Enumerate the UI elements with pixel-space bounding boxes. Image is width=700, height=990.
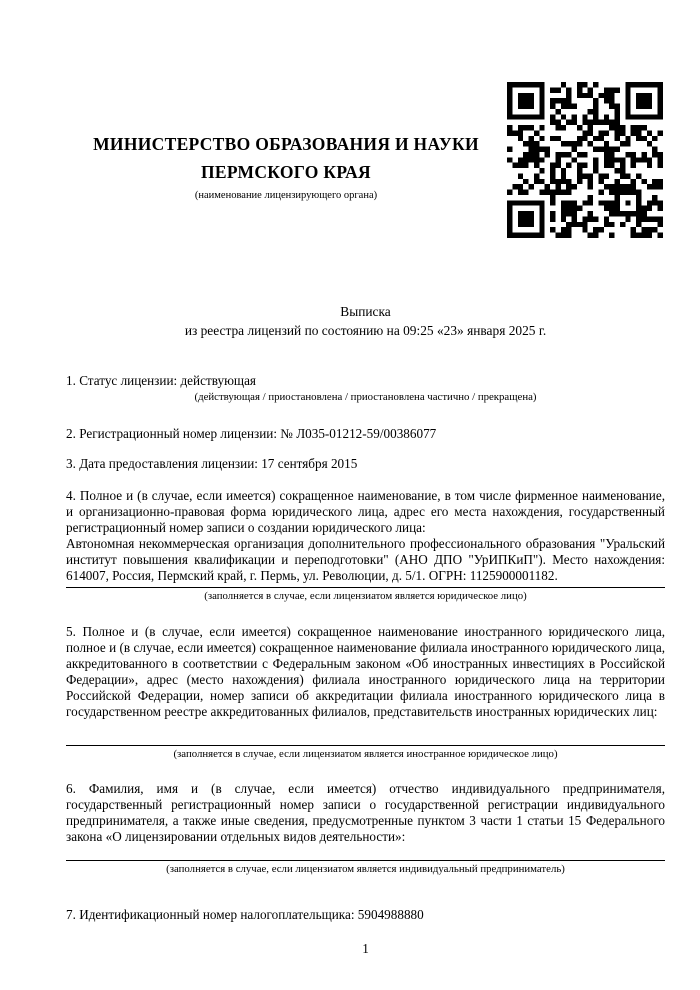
item-5-question: 5. Полное и (в случае, если имеется) сокращенное наименование иностранного юридического лица, полное и (в случае, если имеется) сокращенное наименование филиала иностранного юридического лица, аккредитованного в соответствии с Федеральным законом «Об иностранных инвестициях в Российской Федерации», адрес (место нахождения) филиала иностранного юридического лица на территории Российской Федерации, номер записи об аккредитации филиала иностранного юридического лица в государственном реестре аккредитованных филиалов, представительств иностранных юридических лиц:	[66, 624, 665, 719]
page-number: 1	[362, 941, 369, 956]
item-4-question: 4. Полное и (в случае, если имеется) сокращенное наименование, в том числе фирменное наименование, и организационно-правовая форма юридического лица, адрес его места нахождения, государственный регистрационный номер записи о создании юридического лица:	[66, 488, 665, 535]
answer-underline	[66, 860, 665, 861]
item-7-text: 7. Идентификационный номер налогоплательщика: 5904988880	[66, 907, 424, 922]
item-4-caption: (заполняется в случае, если лицензиатом является юридическое лицо)	[204, 590, 527, 602]
document-title-line1: Выписка	[340, 304, 391, 319]
org-name-caption: (наименование лицензирующего органа)	[194, 190, 378, 201]
org-name-line1: МИНИСТЕРСТВО ОБРАЗОВАНИЯ И НАУКИ	[93, 134, 479, 154]
item-6-caption: (заполняется в случае, если лицензиатом является индивидуальный предприниматель)	[166, 863, 565, 875]
qr-code	[507, 82, 663, 238]
document-title-line2: из реестра лицензий по состоянию на 09:25 «23» января 2025 г.	[184, 323, 547, 338]
item-6-individual-entrepreneur	[66, 781, 665, 876]
item-1-text: 1. Статус лицензии: действующая	[66, 373, 257, 388]
item-1-license-status	[66, 373, 665, 404]
document-title	[66, 302, 665, 340]
answer-underline	[66, 745, 665, 746]
item-3-text: 3. Дата предоставления лицензии: 17 сентября 2015	[66, 456, 358, 471]
answer-underline	[66, 587, 665, 588]
item-5-foreign-entity	[66, 624, 665, 761]
document-body	[66, 302, 665, 957]
item-7-taxpayer-number	[66, 907, 665, 923]
item-6-question: 6. Фамилия, имя и (в случае, если имеется) отчество индивидуального предпринимателя, государственный регистрационный номер записи о государственной регистрации индивидуального предпринимателя, а также иные сведения, предусмотренные пунктом 3 части 1 статьи 15 Федерального закона «О лицензировании отдельных видов деятельности»:	[66, 781, 665, 844]
licensing-authority-header	[66, 130, 506, 202]
item-2-text: 2. Регистрационный номер лицензии: № Л035-01212-59/00386077	[66, 426, 437, 441]
org-name-line2: ПЕРМСКОГО КРАЯ	[201, 162, 371, 182]
qr-code-image	[507, 82, 663, 238]
item-4-answer: Автономная некоммерческая организация дополнительного профессионального образования "Уральский институт повышения квалификации и переподготовки" (АНО ДПО "УрИПКиП"). Место нахождения: 614007, Россия, Пермский край, г. Пермь, ул. Революции, д. 5/1. ОГРН: 1125900001182.	[66, 536, 665, 583]
item-5-caption: (заполняется в случае, если лицензиатом является иностранное юридическое лицо)	[173, 748, 558, 760]
item-2-registration-number	[66, 426, 665, 442]
item-3-license-date	[66, 456, 665, 472]
item-1-caption: (действующая / приостановлена / приостановлена частично / прекращена)	[194, 391, 537, 403]
item-4-legal-entity	[66, 488, 665, 603]
